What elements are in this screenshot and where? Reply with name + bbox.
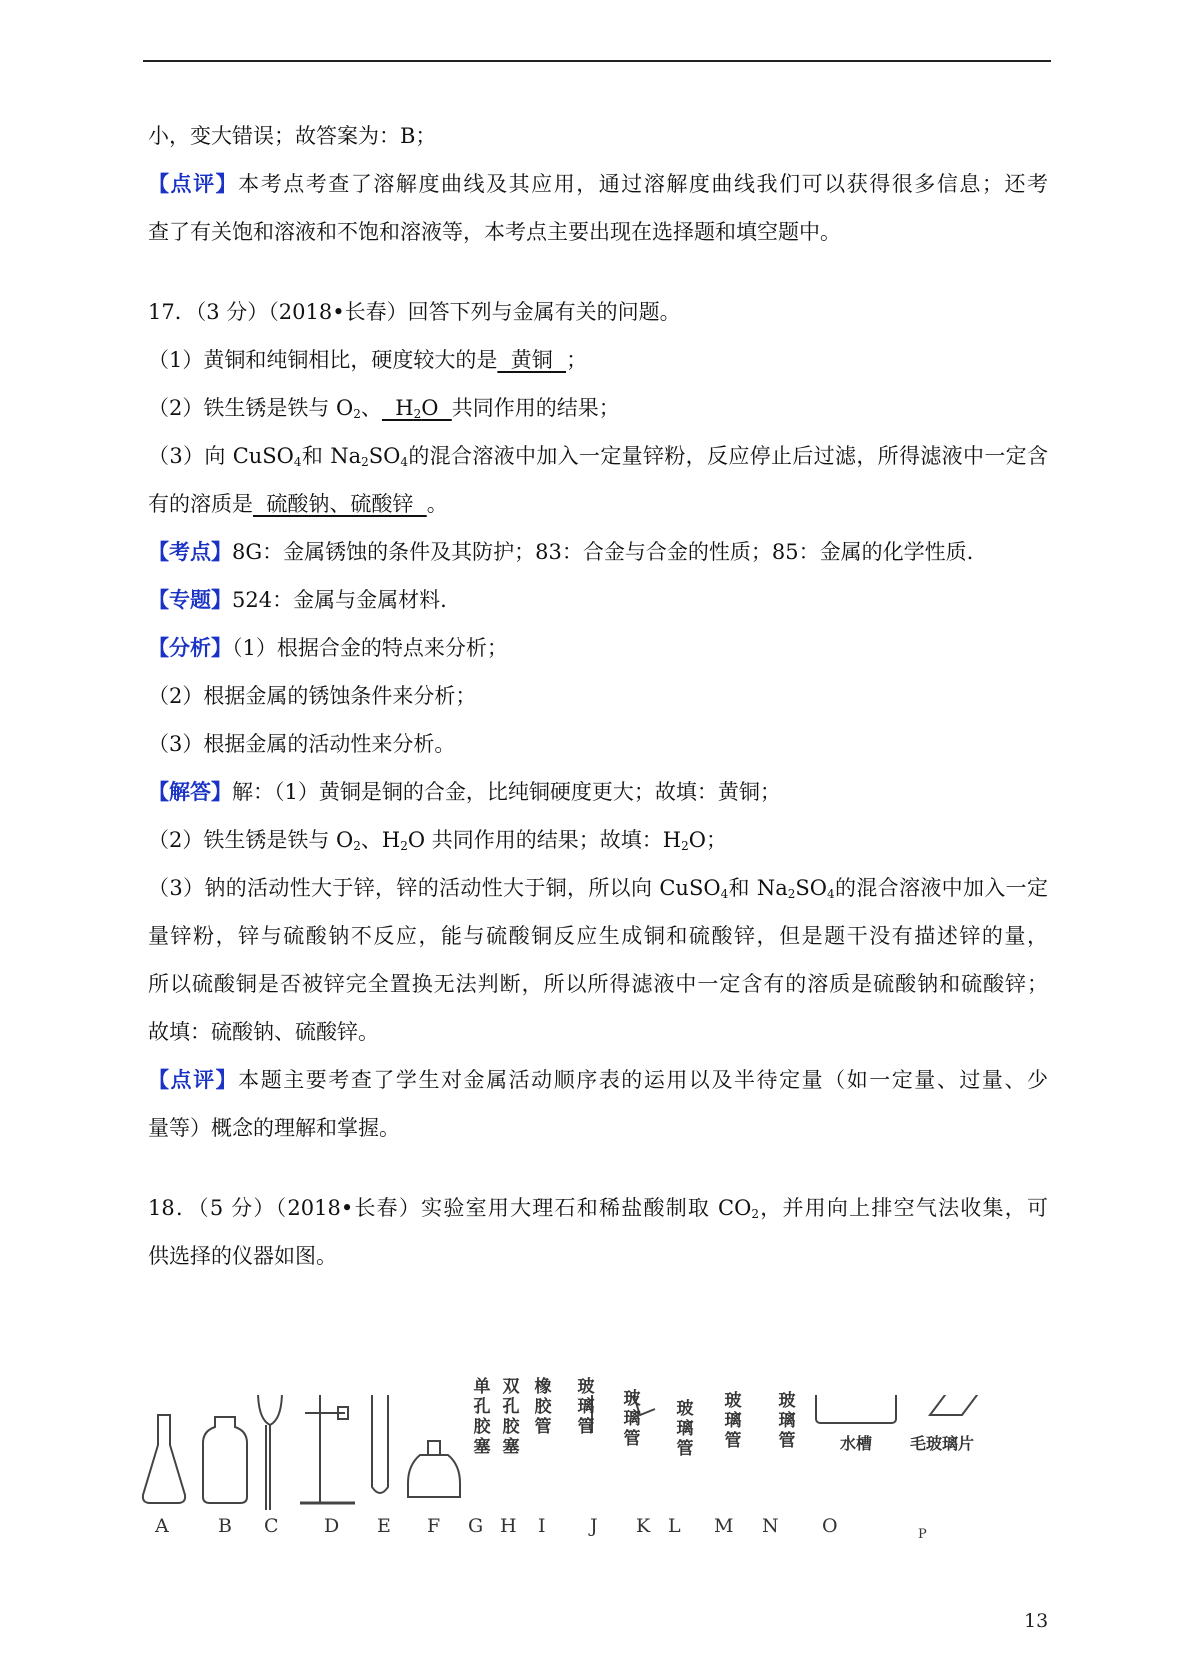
text-line: （2）铁生锈是铁与 $O_2$、$H_2O$ 共同作用的结果；故填：$H_2O$； (148, 828, 727, 853)
text-line: 所以硫酸铜是否被锌完全置换无法判断，所以所得滤液中一定含有的溶质是硫酸钠和硫酸锌； (148, 972, 1048, 996)
funnel-icon (258, 1395, 282, 1425)
label-glass-tube-j: 玻璃管 (577, 1377, 595, 1437)
apparatus-letter: O (822, 1515, 838, 1537)
apparatus-letter: H (500, 1515, 517, 1537)
question-17-part-1: （1）黄铜和纯铜相比，硬度较大的是 黄铜 ； (148, 348, 588, 372)
glass-slide-icon (930, 1395, 980, 1415)
comment-tag: 【点评】 (148, 171, 239, 196)
question-17-part-2: （2）铁生锈是铁与 $O_2$、 $H_2O$ 共同作用的结果； (148, 396, 620, 421)
comment-line: 【点评】本题主要考查了学生对金属活动顺序表的运用以及半待定量（如一定量、过量、少 (148, 1067, 1048, 1092)
apparatus-letter: D (324, 1515, 340, 1537)
apparatus-letter: I (538, 1515, 546, 1537)
test-tube-icon (372, 1395, 388, 1493)
answer-blank: $H_2O$ (381, 396, 452, 421)
text-line: 量锌粉，锌与硫酸钠不反应，能与硫酸铜反应生成铜和硫酸锌，但是题干没有描述锌的量， (148, 924, 1048, 948)
conical-flask-icon (143, 1415, 185, 1503)
text-line: （2）根据金属的锈蚀条件来分析； (148, 684, 477, 708)
apparatus-letter: A (155, 1515, 169, 1537)
apparatus-letter: L (668, 1515, 681, 1537)
text-line: 供选择的仪器如图。 (148, 1244, 337, 1268)
label-water-trough: 水槽 (840, 1434, 873, 1453)
apparatus-letter: J (590, 1515, 598, 1537)
apparatus-figure (140, 1377, 1060, 1555)
text-line: （3）根据金属的活动性来分析。 (148, 732, 456, 756)
answer-blank: 硫酸钠、硫酸锌 (253, 492, 427, 516)
question-17-part-3: （3）向 CuSO$_4$和 $Na_2SO_4$的混合溶液中加入一定量锌粉，反应停止后过滤，所得滤液中一定含 (148, 444, 1049, 469)
alcohol-lamp-icon (408, 1455, 460, 1497)
text-line: 小，变大错误；故答案为：B； (148, 124, 437, 148)
page-body (148, 120, 1048, 1288)
text-line: （3）钠的活动性大于锌，锌的活动性大于铜，所以向 CuSO$_4$和 $Na_2SO_4$的混合溶液中加入一定 (148, 876, 1049, 901)
apparatus-letter: N (762, 1515, 779, 1537)
apparatus-letter: E (377, 1515, 391, 1537)
label-glass-slide: 毛玻璃片 (910, 1434, 975, 1453)
apparatus-letter: F (427, 1515, 441, 1537)
kaodian-line: 【考点】8G：金属锈蚀的条件及其防护；83：合金与合金的性质；85：金属的化学性质. (148, 539, 974, 564)
label-glass-tube-m: 玻璃管 (724, 1391, 742, 1451)
fenxi-line: 【分析】（1）根据合金的特点来分析； (148, 635, 508, 660)
label-rubber-tube: 橡胶管 (534, 1377, 552, 1437)
answer-blank: 黄铜 (497, 348, 567, 372)
bottle-icon (203, 1417, 247, 1503)
apparatus-letter: C (264, 1515, 279, 1537)
apparatus-letter: B (218, 1515, 232, 1537)
apparatus-letter: P (918, 1527, 927, 1542)
jieda-line: 【解答】解：（1）黄铜是铜的合金，比纯铜硬度更大；故填：黄铜； (148, 779, 781, 804)
page-number: 13 (1024, 1610, 1049, 1632)
label-single-hole-stopper: 单孔胶塞 (473, 1377, 491, 1457)
label-glass-tube-n: 玻璃管 (778, 1391, 796, 1451)
text-line: 量等）概念的理解和掌握。 (148, 1116, 400, 1140)
apparatus-letter: M (714, 1515, 734, 1537)
apparatus-letter: G (468, 1515, 484, 1537)
question-18-title: 18．（5 分）（2018•长春）实验室用大理石和稀盐酸制取 $CO_2$，并用向上排空气法收集，可 (148, 1196, 1048, 1221)
label-glass-tube-k: 玻璃管 (623, 1389, 641, 1449)
question-17-title: 17．（3 分）（2018•长春）回答下列与金属有关的问题。 (148, 300, 681, 324)
comment-line: 【点评】本考点考查了溶解度曲线及其应用，通过溶解度曲线我们可以获得很多信息；还考 (148, 171, 1048, 196)
apparatus-letter: K (636, 1515, 651, 1537)
question-17-part-3-cont: 有的溶质是 硫酸钠、硫酸锌 。 (148, 492, 448, 516)
water-trough-icon (816, 1395, 896, 1423)
zhuanti-line: 【专题】524：金属与金属材料. (148, 587, 447, 612)
label-double-hole-stopper: 双孔胶塞 (502, 1377, 520, 1457)
text-line: 故填：硫酸钠、硫酸锌。 (148, 1020, 379, 1044)
text-line: 查了有关饱和溶液和不饱和溶液等，本考点主要出现在选择题和填空题中。 (148, 220, 841, 244)
header-rule (143, 60, 1051, 62)
label-glass-tube-l: 玻璃管 (676, 1399, 694, 1459)
